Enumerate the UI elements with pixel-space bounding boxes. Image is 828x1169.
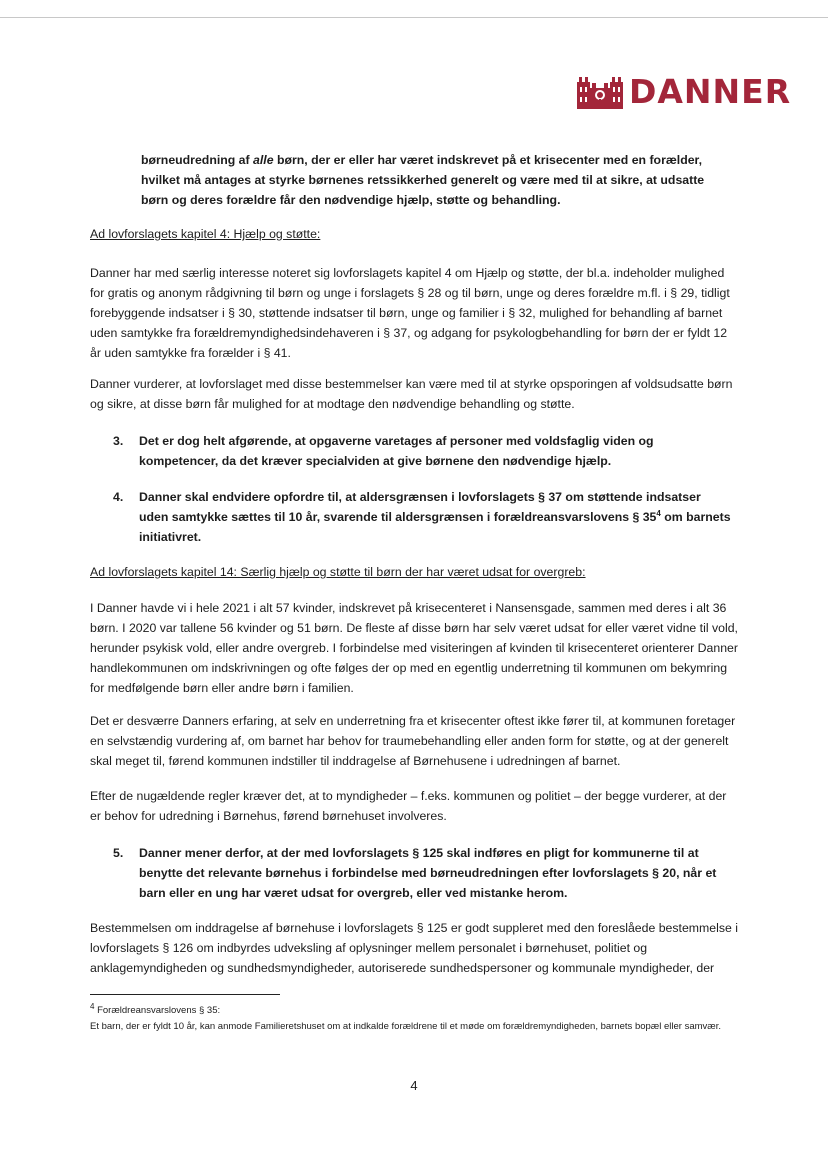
footnote-reference: 4 bbox=[656, 508, 661, 518]
paragraph-kapitel-4-vurdering: Danner vurderer, at lovforslaget med disse bestemmelser kan være med til at styrke opsporingen af voldsudsatte børn og sikre, at disse børn får mulighed for at modtage den nødvendige behandling og støtte. bbox=[90, 377, 733, 411]
footnote-title-text: Forældreansvarslovens § 35: bbox=[97, 1005, 221, 1016]
footnote-mark: 4 bbox=[90, 1001, 95, 1011]
recommendation-text: Det er dog helt afgørende, at opgaverne varetages af personer med voldsfaglig viden og kompetencer, da det kræver specialviden at give børnene den nødvendige hjælp. bbox=[139, 434, 654, 468]
section-heading-kapitel-4: Ad lovforslagets kapitel 4: Hjælp og støtte: bbox=[90, 227, 321, 241]
continuation-post: børn, der er eller har været indskrevet på et krisecenter med en forælder, hvilket må antages at styrke børnenes retssikkerhed generelt og være med til at sikre, at udsatte børn og deres forældre får den nødvendige hjælp, støtte og behandling. bbox=[141, 153, 705, 207]
paragraph-danners-erfaring: Det er desværre Danners erfaring, at selv en underretning fra et krisecenter oftest ikke fører til, at kommunen foretager en selvstændig vurdering af, om barnet har behov for traumebehandling eller anden form for støtte, og at der generelt skal meget til, førend kommunen indstiller til inddragelse af Børnehusene i udredningen af barnet. bbox=[90, 714, 736, 768]
recommendation-5 bbox=[113, 843, 733, 903]
paragraph-nansensgade-statistik: I Danner havde vi i hele 2021 i alt 57 kvinder, indskrevet på krisecenteret i Nansensgade, sammen med deres i alt 36 børn. I 2020 var tallene 56 kvinder og 51 børn. De fleste af disse børn har selv været udsat for eller været vidne til vold, herunder psykisk vold, eller andre overgreb. I forbindelse med visiteringen af kvinden til krisecenteret orienterer Danner handlekommunen om indskrivningen og ofte følges der op med en egentlig underretning til kommunen om bekymring for medfølgende børn eller andre børn i familien. bbox=[90, 601, 738, 695]
recommendation-text: Danner mener derfor, at der med lovforslagets § 125 skal indføres en pligt for kommunerne til at benytte det relevante børnehus i forbindelse med børneudredningen efter lovforslagets § 20, når et barn eller en ung har været udsat for overgreb, eller ved mistanke herom. bbox=[139, 846, 717, 900]
recommendation-number: 3. bbox=[113, 434, 124, 448]
page-number: 4 bbox=[410, 1078, 418, 1093]
paragraph-boernehuse-bestemmelse: Bestemmelsen om inddragelse af børnehuse i lovforslagets § 125 er godt suppleret med den foreslåede bestemmelse i lovforslagets § 126 om indbyrdes udveksling af oplysninger mellem personalet i børnehuset, politiet og anklagemyndigheden og sundhedsmyndigheder, autoriserede sundhedspersoner og kommunale myndigheder, der bbox=[90, 921, 738, 975]
section-heading-kapitel-14: Ad lovforslagets kapitel 14: Særlig hjælp og støtte til børn der har været udsat for overgreb: bbox=[90, 565, 586, 579]
recommendation-text-pre: Danner skal endvidere opfordre til, at aldersgrænsen i lovforslagets § 37 om støttende indsatser uden samtykke sættes til 10 år, svarende til aldersgrænsen i forældreansvarslovens § 35 bbox=[139, 490, 701, 524]
continuation-emphasis: alle bbox=[253, 153, 274, 167]
recommendation-text bbox=[139, 487, 733, 547]
scan-edge-line bbox=[0, 17, 828, 18]
recommendation-number: 4. bbox=[113, 490, 124, 504]
danner-logo bbox=[576, 74, 791, 110]
recommendation-3 bbox=[113, 431, 733, 471]
paragraph-kapitel-4-intro: Danner har med særlig interesse noteret sig lovforslagets kapitel 4 om Hjælp og støtte, der bl.a. indeholder mulighed for gratis og anonym rådgivning til børn og unge i forslagets § 28 og til børn, unge og deres forældre m.fl. i § 29, tidligt forebyggende indsatser i § 30, støttende indsatser til børn, unge og familier i § 32, mulighed for behandling af barnet uden samtykke fra forældremyndighedsindehaveren i § 37, og adgang for psykologbehandling for børn der er fyldt 12 år uden samtykke fra forælder i § 41. bbox=[90, 266, 730, 360]
danner-building-icon bbox=[576, 74, 624, 110]
recommendation-text-post: om barnets initiativret. bbox=[139, 510, 731, 544]
recommendation-number: 5. bbox=[113, 846, 124, 860]
continuation-pre: børneudredning af bbox=[141, 153, 254, 167]
recommendation-4 bbox=[113, 487, 733, 547]
footnote-separator bbox=[90, 994, 280, 995]
brand-name: DANNER bbox=[629, 72, 792, 111]
footnote-title bbox=[90, 1001, 738, 1018]
paragraph-nugaeldende-regler: Efter de nugældende regler kræver det, at to myndigheder – f.eks. kommunen og politiet – der begge vurderer, at der er behov for udredning i Børnehus, førend børnehuset involveres. bbox=[90, 789, 727, 823]
footnote-text: Et barn, der er fyldt 10 år, kan anmode Familieretshuset om at indkalde forældrene til et møde om forældremyndigheden, barnets bopæl eller samvær. bbox=[90, 1021, 722, 1032]
continuation-paragraph bbox=[141, 150, 733, 210]
